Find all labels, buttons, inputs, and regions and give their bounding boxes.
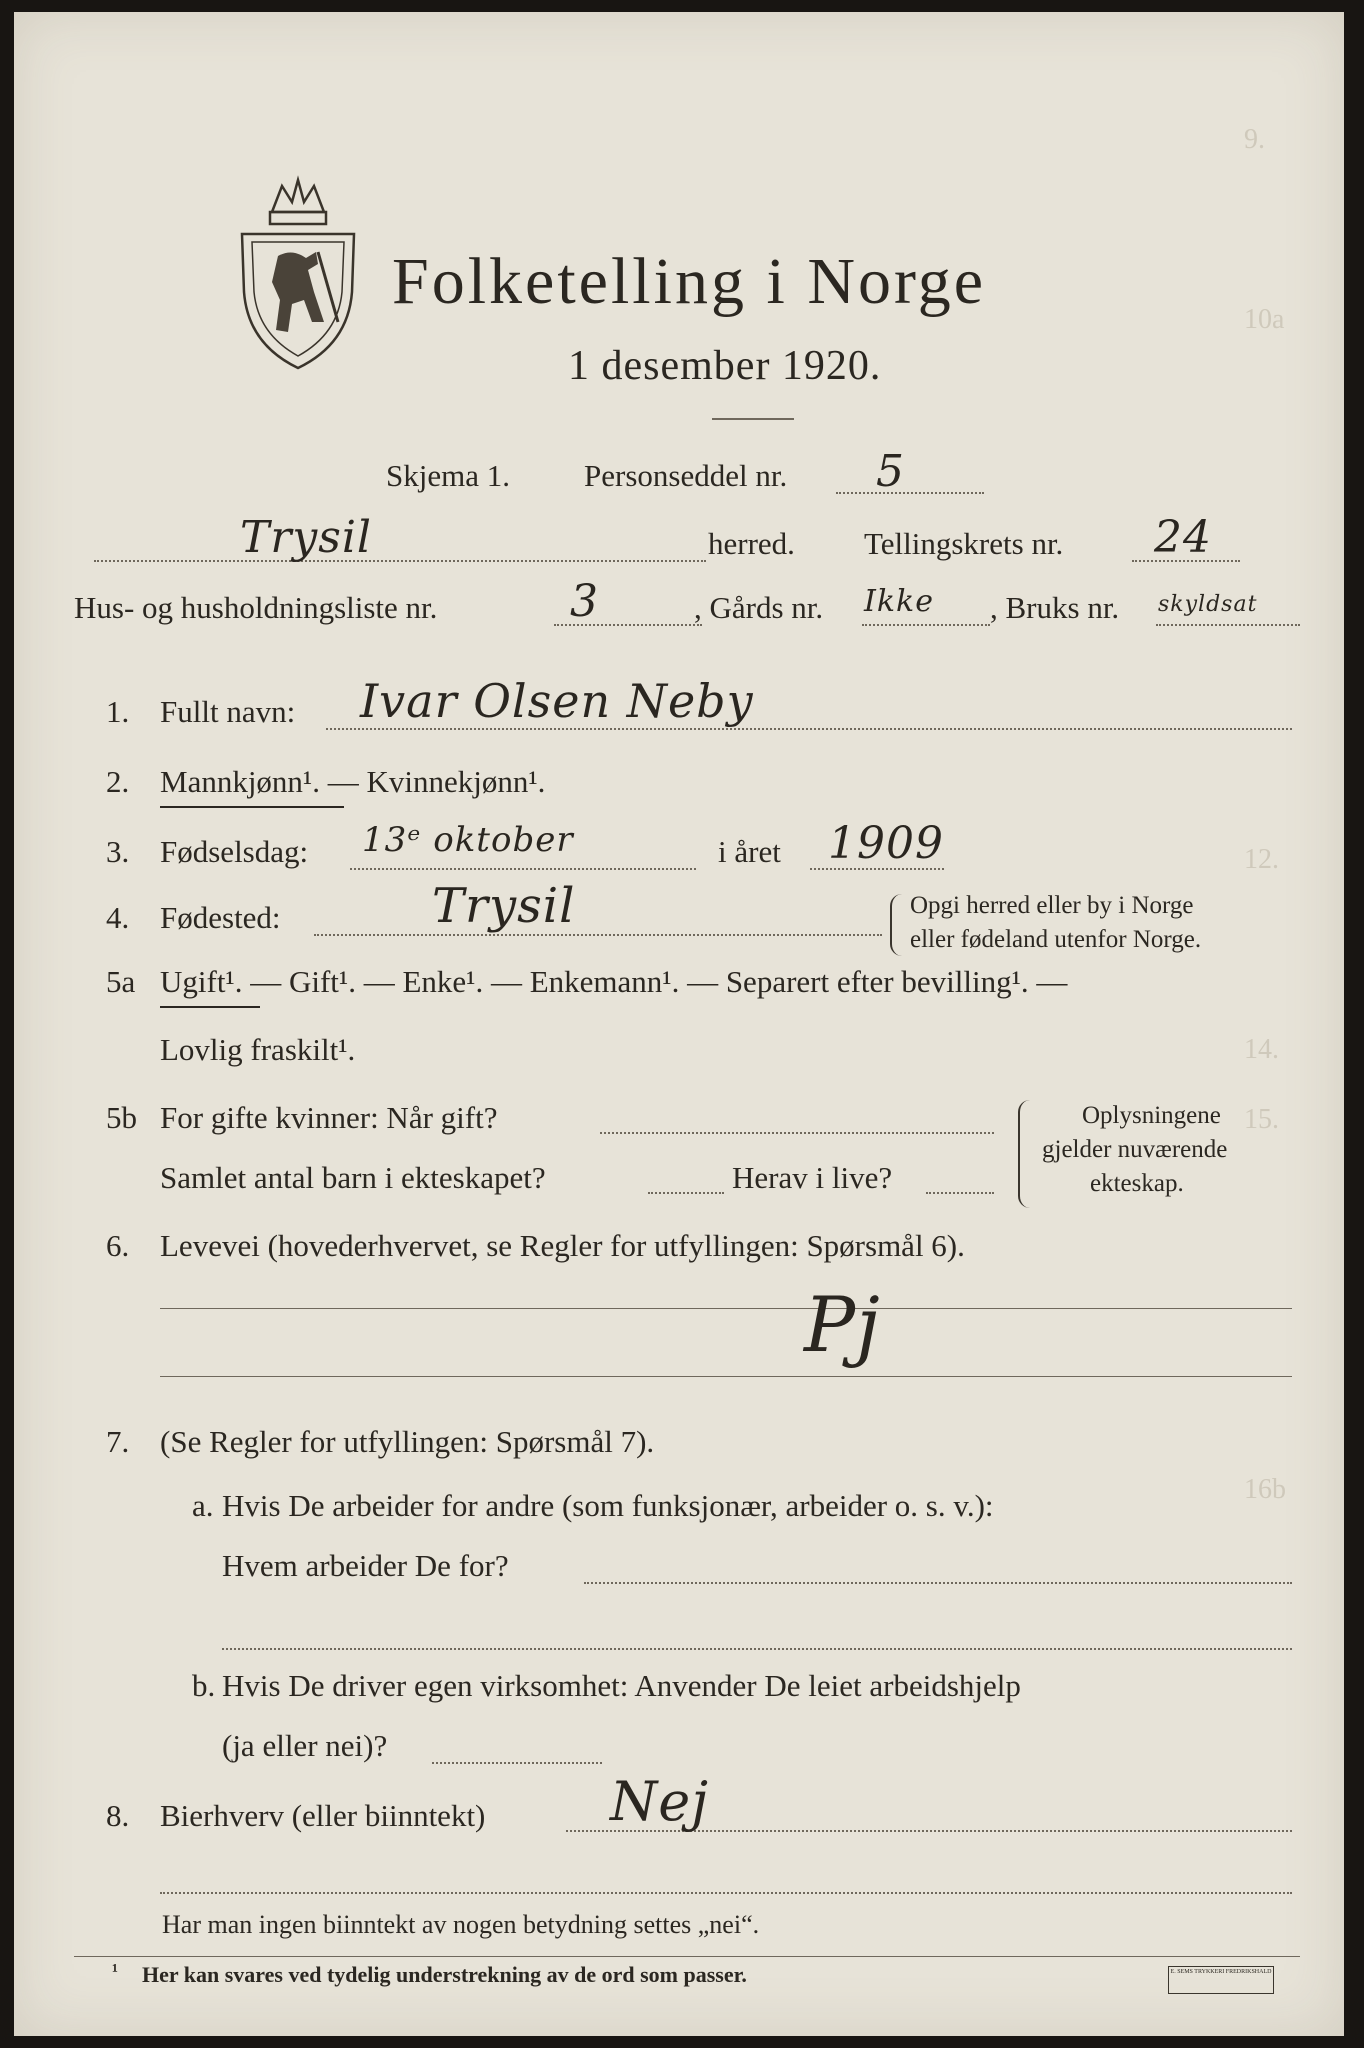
q6-occupation-value[interactable]: Pj xyxy=(804,1280,881,1369)
bleed-through-text: 14. xyxy=(1244,1034,1279,1065)
q3-birthdate-value[interactable]: 13ᵉ oktober xyxy=(362,820,574,860)
q3-year-label: i året xyxy=(718,834,781,869)
tellingskrets-value[interactable]: 24 xyxy=(1154,512,1212,563)
bleed-through-text: 12. xyxy=(1244,844,1279,875)
bruks-label: , Bruks nr. xyxy=(990,590,1120,625)
q4-field-line xyxy=(314,934,882,936)
gards-label: , Gårds nr. xyxy=(694,590,824,625)
q5a-marital-options xyxy=(160,964,1067,1000)
q5b-note-line-1: Oplysningene xyxy=(1082,1102,1221,1129)
q5b-married-label: For gifte kvinner: Når gift? xyxy=(160,1100,498,1135)
q5b-children-field-line xyxy=(648,1192,724,1194)
bruks-value[interactable]: skyldsat xyxy=(1158,592,1258,617)
q7a-number: a. xyxy=(192,1488,214,1523)
personseddel-field-line xyxy=(836,492,984,494)
q4-note-line-1: Opgi herred eller by i Norge xyxy=(910,892,1194,919)
q2-number: 2. xyxy=(106,764,130,799)
q3-date-field-line xyxy=(350,868,696,870)
q5a-number: 5a xyxy=(106,964,136,999)
q8-side-income-value[interactable]: Nej xyxy=(610,1770,709,1833)
title-rule xyxy=(712,418,794,420)
q1-number: 1. xyxy=(106,694,130,729)
q2-sex-options xyxy=(160,764,545,800)
q4-birthplace-label: Fødested: xyxy=(160,900,281,935)
q5b-married-field-line xyxy=(600,1132,994,1134)
q1-full-name-label: Fullt navn: xyxy=(160,694,296,729)
q4-note-brace xyxy=(890,894,902,956)
form-title: Folketelling i Norge xyxy=(392,245,987,318)
herred-field-line xyxy=(94,560,706,562)
q5a-divorced-option[interactable]: Lovlig fraskilt¹. xyxy=(160,1032,356,1067)
q7-label: (Se Regler for utfyllingen: Spørsmål 7). xyxy=(160,1424,655,1459)
q7-number: 7. xyxy=(106,1424,130,1459)
q2-separator: — xyxy=(319,764,367,799)
q6-field-line-2 xyxy=(160,1376,1292,1377)
gards-value[interactable]: Ikke xyxy=(864,584,934,619)
q5b-note-brace xyxy=(1018,1100,1030,1208)
q7a-employer-field-line-2 xyxy=(222,1648,1292,1650)
footnote-mark: ¹ xyxy=(112,1960,118,1982)
q8-side-income-label: Bierhverv (eller biinntekt) xyxy=(160,1798,486,1833)
footnote-text: Her kan svares ved tydelig understrekning av de ord som passer. xyxy=(142,1962,747,1987)
q5b-alive-label: Herav i live? xyxy=(732,1160,893,1195)
q5a-other-options: — Gift¹. — Enke¹. — Enkemann¹. — Separert efter bevilling¹. — xyxy=(242,964,1068,999)
q5a-ugift-underline xyxy=(160,1006,260,1008)
q4-birthplace-value[interactable]: Trysil xyxy=(432,878,576,934)
q5b-number: 5b xyxy=(106,1100,137,1135)
q5b-children-label: Samlet antal barn i ekteskapet? xyxy=(160,1160,546,1195)
schema-label: Skjema 1. xyxy=(386,458,510,493)
q6-number: 6. xyxy=(106,1228,130,1263)
footnote-rule xyxy=(74,1956,1300,1957)
bleed-through-text: 15. xyxy=(1244,1104,1279,1135)
q5b-note-line-3: ekteskap. xyxy=(1090,1170,1184,1197)
q7b-label: Hvis De driver egen virksomhet: Anvender De leiet arbeidshjelp xyxy=(222,1668,1021,1703)
norwegian-coat-of-arms-icon xyxy=(232,172,364,372)
herred-value[interactable]: Trysil xyxy=(240,512,372,563)
census-form-sheet xyxy=(14,12,1344,2036)
bleed-through-text: 16b xyxy=(1244,1474,1286,1505)
personseddel-label: Personseddel nr. xyxy=(584,458,788,493)
income-note: Har man ingen biinntekt av nogen betydning settes „nei“. xyxy=(162,1910,760,1939)
gards-field-line xyxy=(862,624,990,626)
q7b-field-line xyxy=(432,1762,602,1764)
q8-field-line-2 xyxy=(160,1892,1292,1894)
q4-note-line-2: eller fødeland utenfor Norge. xyxy=(910,926,1202,953)
q1-full-name-value[interactable]: Ivar Olsen Neby xyxy=(360,674,754,728)
census-date: 1 desember 1920. xyxy=(568,343,882,389)
q7a-label: Hvis De arbeider for andre (som funksjonær, arbeider o. s. v.): xyxy=(222,1488,994,1523)
household-list-label: Hus- og husholdningsliste nr. xyxy=(74,590,438,625)
q3-birthdate-label: Fødselsdag: xyxy=(160,834,309,869)
q7b-yes-no-label: (ja eller nei)? xyxy=(222,1728,388,1763)
personseddel-value[interactable]: 5 xyxy=(876,446,905,497)
q6-occupation-label: Levevei (hovederhvervet, se Regler for utfyllingen: Spørsmål 6). xyxy=(160,1228,965,1263)
q2-male-underline xyxy=(160,806,344,808)
bleed-through-text: 10a xyxy=(1244,304,1285,335)
q7a-employer-label: Hvem arbeider De for? xyxy=(222,1548,509,1583)
q6-field-line-1 xyxy=(160,1308,1292,1309)
q2-male-option[interactable]: Mannkjønn¹. xyxy=(160,764,320,799)
q5b-note-line-2: gjelder nuværende xyxy=(1042,1136,1228,1163)
herred-label: herred. xyxy=(708,526,795,561)
q5a-ugift-option[interactable]: Ugift¹. xyxy=(160,964,243,999)
household-list-value[interactable]: 3 xyxy=(570,576,599,627)
q5b-alive-field-line xyxy=(926,1192,994,1194)
q1-field-line xyxy=(326,728,1292,730)
tellingskrets-label: Tellingskrets nr. xyxy=(864,526,1064,561)
q4-number: 4. xyxy=(106,900,130,935)
bruks-field-line xyxy=(1156,624,1300,626)
bleed-through-text: 9. xyxy=(1244,124,1265,155)
printer-stamp: E. SEMS TRYKKERI FREDRIKSHALD xyxy=(1168,1966,1274,1994)
q2-female-option[interactable]: Kvinnekjønn¹. xyxy=(366,764,546,799)
q7a-employer-field-line xyxy=(584,1582,1292,1584)
q3-year-value[interactable]: 1909 xyxy=(828,818,944,869)
q3-number: 3. xyxy=(106,834,130,869)
q8-number: 8. xyxy=(106,1798,130,1833)
q7b-number: b. xyxy=(192,1668,216,1703)
